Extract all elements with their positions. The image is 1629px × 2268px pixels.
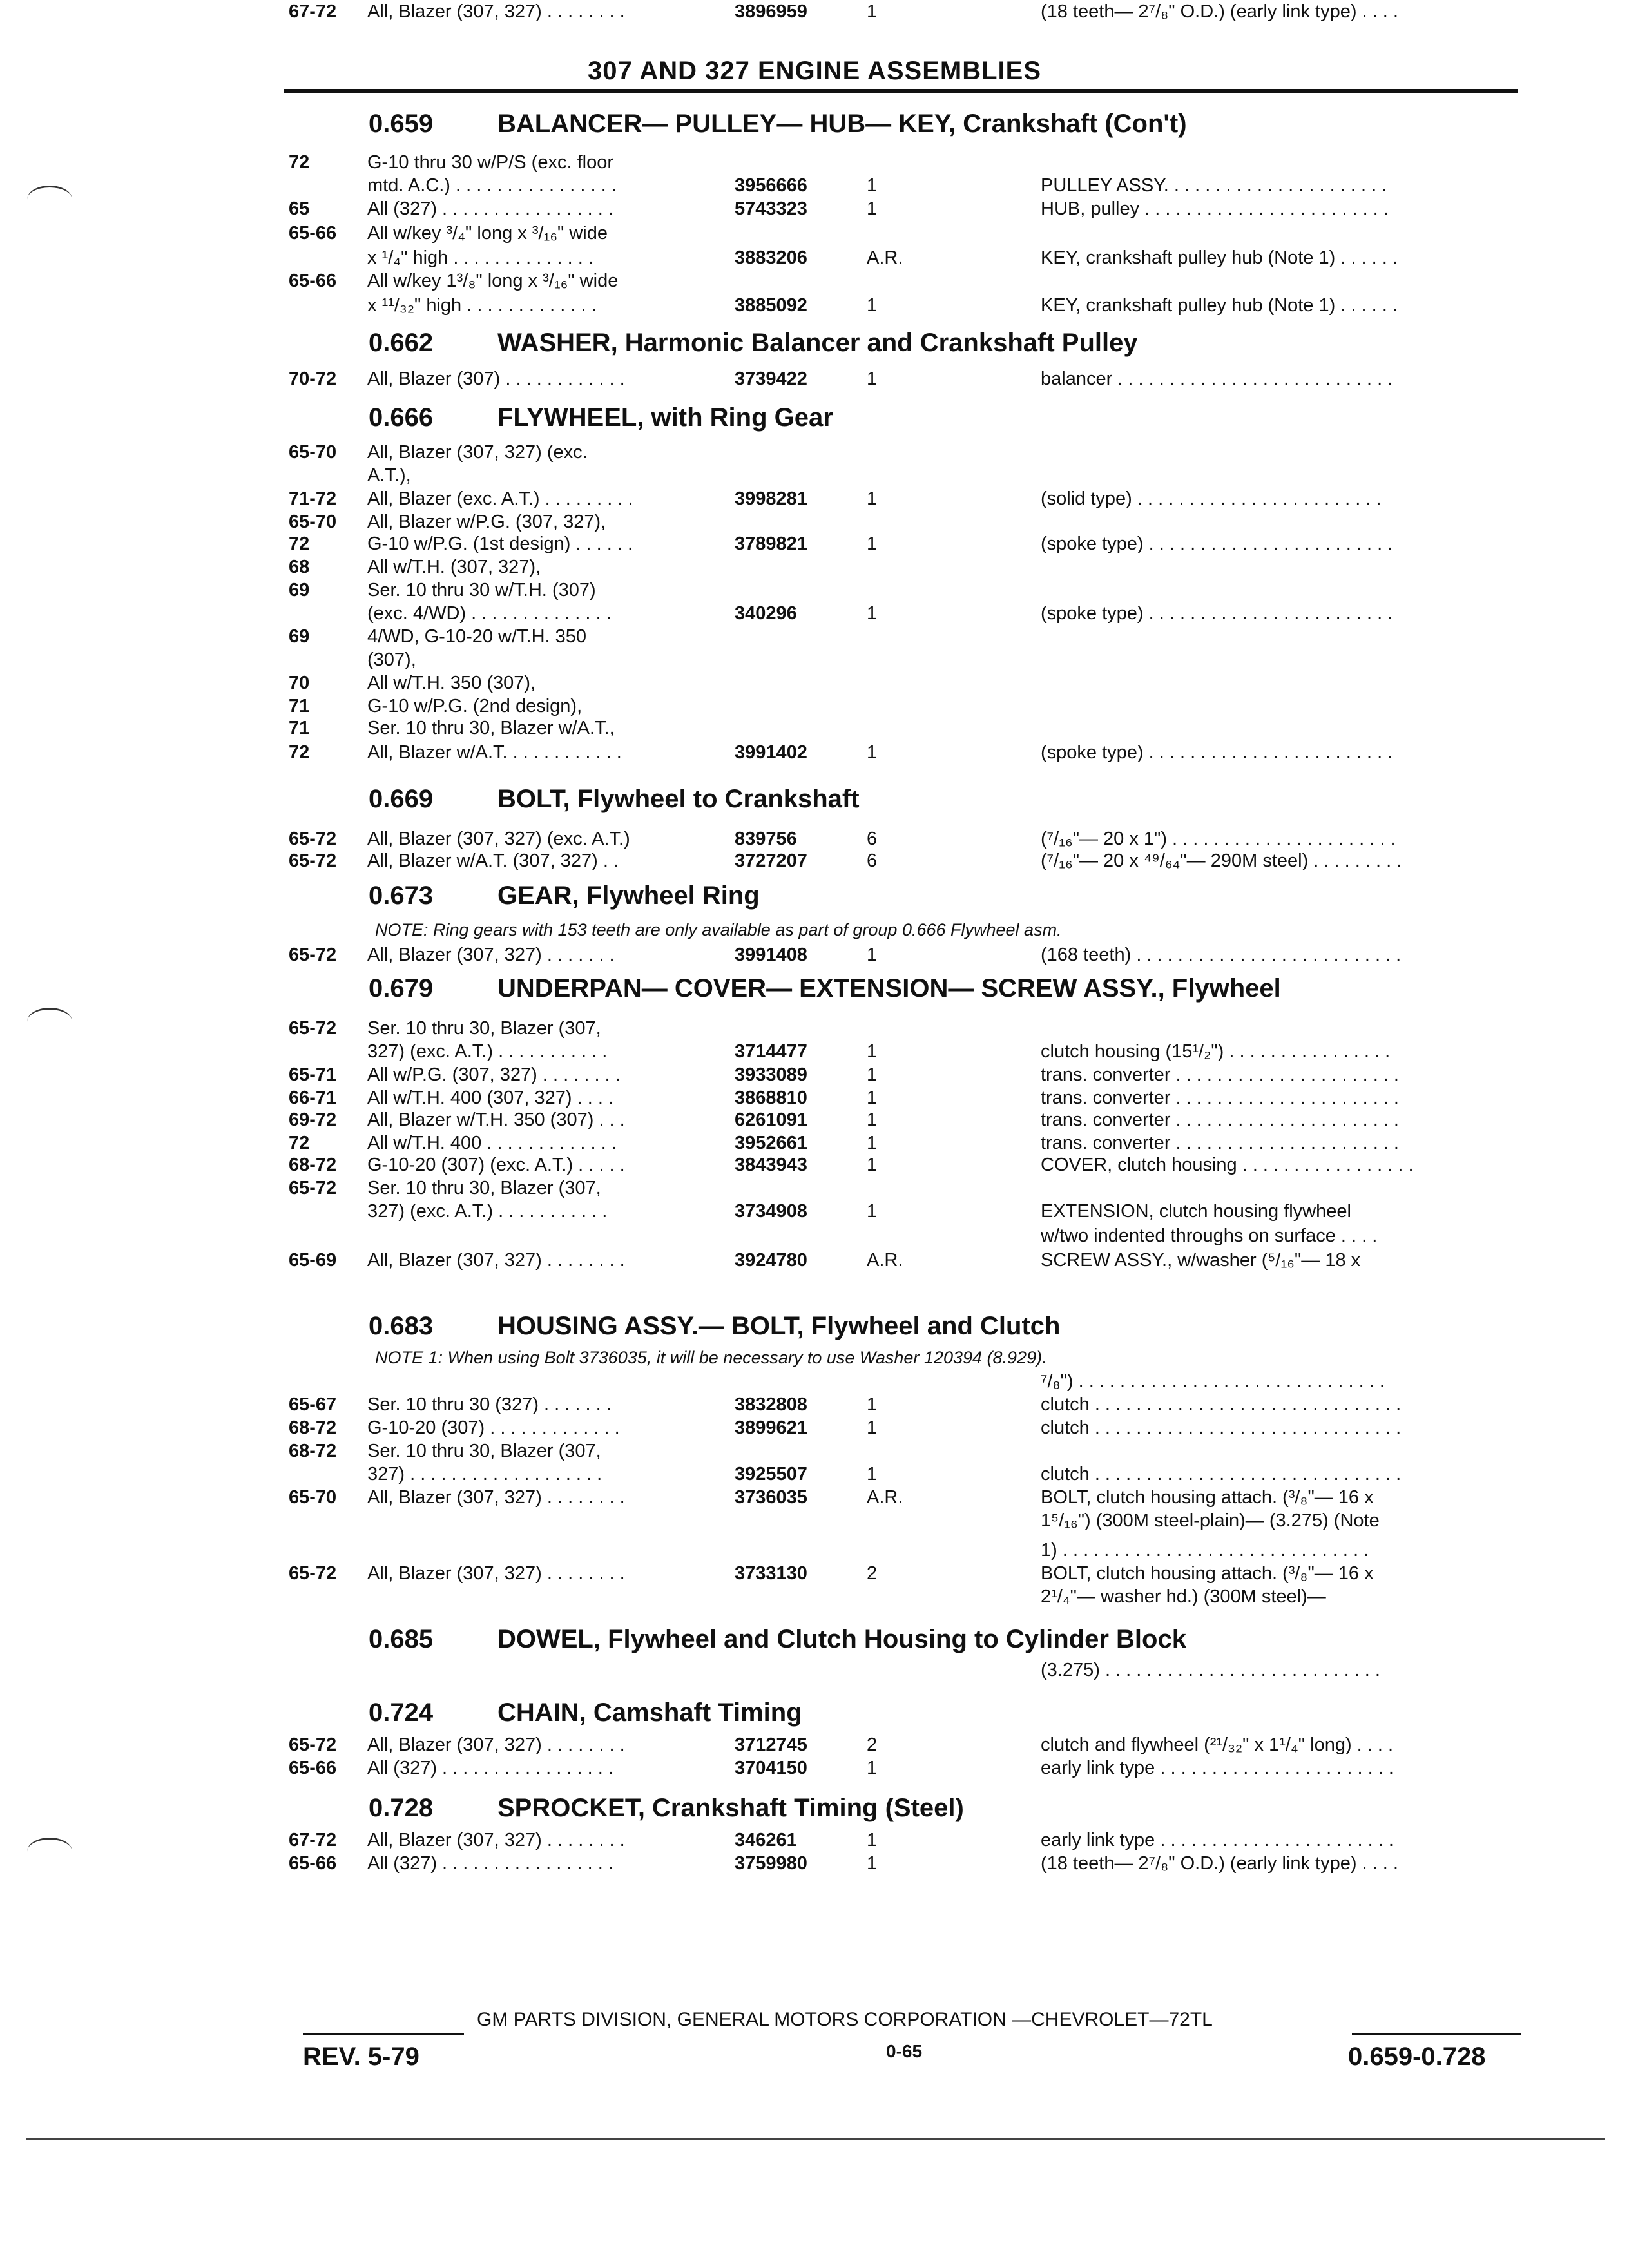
page-number: 0-65 xyxy=(886,2041,923,2061)
section-0666 xyxy=(369,403,833,432)
application: All, Blazer (307, 327) . . . . . . . . xyxy=(367,1563,625,1584)
application: 4/WD, G-10-20 w/T.H. 350 xyxy=(367,626,587,647)
part-number: 5743323 xyxy=(735,198,807,219)
year-range: 69-72 xyxy=(289,1110,337,1130)
description: early link type . . . . . . . . . . . . . . . . . . . . . . . xyxy=(1041,1758,1394,1778)
description: (solid type) . . . . . . . . . . . . . . . . . . . . . . . . xyxy=(1041,488,1382,509)
year-range: 65-70 xyxy=(289,1487,337,1508)
application: All (327) . . . . . . . . . . . . . . . . . xyxy=(367,198,613,219)
quantity: 1 xyxy=(867,369,878,389)
part-number: 3924780 xyxy=(735,1250,807,1271)
year-range: 68-72 xyxy=(289,1155,337,1175)
application: All (327) . . . . . . . . . . . . . . . . . xyxy=(367,1853,613,1874)
quantity: 1 xyxy=(867,603,878,624)
application: Ser. 10 thru 30, Blazer w/A.T., xyxy=(367,718,615,738)
part-number: 3998281 xyxy=(735,488,807,509)
year-range: 71 xyxy=(289,696,310,716)
application: A.T.), xyxy=(367,465,411,486)
year-range: 65-66 xyxy=(289,1853,337,1874)
part-number: 3885092 xyxy=(735,295,807,316)
quantity: 2 xyxy=(867,1563,878,1584)
description: trans. converter . . . . . . . . . . . . . . . . . . . . . . xyxy=(1041,1133,1399,1153)
description: trans. converter . . . . . . . . . . . . . . . . . . . . . . xyxy=(1041,1088,1399,1108)
section-name: UNDERPAN— COVER— EXTENSION— SCREW ASSY., Flywheel xyxy=(497,974,1281,1003)
description: ⁷/₈") . . . . . . . . . . . . . . . . . . . . . . . . . . . . . . xyxy=(1041,1371,1385,1392)
year-range: 65-72 xyxy=(289,945,337,965)
part-number: 3727207 xyxy=(735,850,807,871)
description: (⁷/₁₆"— 20 x ⁴⁹/₆₄"— 290M steel) . . . . . . . . . xyxy=(1041,850,1402,871)
quantity: 1 xyxy=(867,1133,878,1153)
description: (3.275) . . . . . . . . . . . . . . . . . . . . . . . . . . . xyxy=(1041,1660,1380,1680)
application: All w/T.H. 350 (307), xyxy=(367,673,536,693)
note-1: NOTE 1: When using Bolt 3736035, it will be necessary to use Washer 120394 (8.929). xyxy=(375,1348,1047,1367)
quantity: 1 xyxy=(867,1758,878,1778)
description: KEY, crankshaft pulley hub (Note 1) . . . . . . xyxy=(1041,247,1398,268)
description: 2¹/₄"— washer hd.) (300M steel)— xyxy=(1041,1586,1326,1607)
title-rule xyxy=(284,89,1518,93)
description: trans. converter . . . . . . . . . . . . . . . . . . . . . . xyxy=(1041,1064,1399,1085)
description: KEY, crankshaft pulley hub (Note 1) . . . . . . xyxy=(1041,295,1398,316)
quantity: A.R. xyxy=(867,1487,903,1508)
part-number: 3789821 xyxy=(735,533,807,554)
section-name: HOUSING ASSY.— BOLT, Flywheel and Clutch xyxy=(497,1312,1061,1340)
quantity: 1 xyxy=(867,742,878,763)
part-number: 3714477 xyxy=(735,1041,807,1062)
part-number: 3736035 xyxy=(735,1487,807,1508)
quantity: 6 xyxy=(867,850,878,871)
application: All, Blazer (307, 327) . . . . . . . xyxy=(367,945,615,965)
year-range: 70 xyxy=(289,673,310,693)
section-0685 xyxy=(369,1625,1186,1654)
year-range: 68-72 xyxy=(289,1418,337,1438)
description: (18 teeth— 2⁷/₈" O.D.) (early link type) . . . . xyxy=(1041,1853,1398,1874)
year-range: 71 xyxy=(289,718,310,738)
section-name: GEAR, Flywheel Ring xyxy=(497,881,760,910)
year-range: 72 xyxy=(289,742,310,763)
part-number: 3733130 xyxy=(735,1563,807,1584)
hole-punch-mark xyxy=(27,1008,72,1035)
section-number: 0.666 xyxy=(369,403,434,432)
quantity: 1 xyxy=(867,1041,878,1062)
application: All, Blazer w/A.T. . . . . . . . . . . . xyxy=(367,742,622,763)
section-number: 0.659 xyxy=(369,110,434,138)
application: All, Blazer (307, 327) (exc. xyxy=(367,442,588,463)
part-number: 3704150 xyxy=(735,1758,807,1778)
description: (⁷/₁₆"— 20 x 1") . . . . . . . . . . . . . . . . . . . . . . xyxy=(1041,829,1396,849)
application: All, Blazer (exc. A.T.) . . . . . . . . . xyxy=(367,488,633,509)
part-number: 3899621 xyxy=(735,1418,807,1438)
quantity: A.R. xyxy=(867,247,903,268)
quantity: 2 xyxy=(867,1735,878,1755)
description: clutch and flywheel (²¹/₃₂" x 1¹/₄" long) . . . . xyxy=(1041,1735,1394,1755)
application: G-10-20 (307) . . . . . . . . . . . . . xyxy=(367,1418,620,1438)
application: Ser. 10 thru 30 (327) . . . . . . . xyxy=(367,1394,612,1415)
application: Ser. 10 thru 30, Blazer (307, xyxy=(367,1178,601,1198)
part-number: 3991402 xyxy=(735,742,807,763)
application: All, Blazer (307, 327) . . . . . . . . xyxy=(367,1735,625,1755)
application: All w/T.H. (307, 327), xyxy=(367,557,541,577)
application: All, Blazer (307, 327) . . . . . . . . xyxy=(367,1487,625,1508)
description: trans. converter . . . . . . . . . . . . . . . . . . . . . . xyxy=(1041,1110,1399,1130)
quantity: 1 xyxy=(867,1394,878,1415)
year-range: 66-71 xyxy=(289,1088,337,1108)
part-number: 340296 xyxy=(735,603,797,624)
quantity: 1 xyxy=(867,1064,878,1085)
application: All, Blazer (307) . . . . . . . . . . . . xyxy=(367,369,625,389)
section-0673 xyxy=(369,881,760,910)
application: All w/P.G. (307, 327) . . . . . . . . xyxy=(367,1064,621,1085)
section-name: BALANCER— PULLEY— HUB— KEY, Crankshaft (Con't) xyxy=(497,110,1187,138)
quantity: 1 xyxy=(867,533,878,554)
description: BOLT, clutch housing attach. (³/₈"— 16 x xyxy=(1041,1563,1374,1584)
year-range: 69 xyxy=(289,580,310,601)
part-number: 3896959 xyxy=(735,1,807,22)
year-range: 65-72 xyxy=(289,1735,337,1755)
part-number: 3933089 xyxy=(735,1064,807,1085)
quantity: 1 xyxy=(867,1201,878,1222)
quantity: 1 xyxy=(867,1088,878,1108)
section-number: 0.679 xyxy=(369,974,434,1003)
application: 327) (exc. A.T.) . . . . . . . . . . . xyxy=(367,1201,608,1222)
footer-rule-right xyxy=(1352,2033,1521,2035)
quantity: 1 xyxy=(867,175,878,196)
year-range: 70-72 xyxy=(289,369,337,389)
year-range: 65-72 xyxy=(289,1018,337,1039)
quantity: 1 xyxy=(867,1853,878,1874)
application: G-10 w/P.G. (2nd design), xyxy=(367,696,583,716)
application: (307), xyxy=(367,649,416,670)
application: All (327) . . . . . . . . . . . . . . . . . xyxy=(367,1758,613,1778)
section-number: 0.728 xyxy=(369,1794,434,1822)
year-range: 65-72 xyxy=(289,829,337,849)
application: x ¹¹/₃₂" high . . . . . . . . . . . . . xyxy=(367,295,597,316)
revision-label: REV. 5-79 xyxy=(303,2042,419,2071)
application: G-10 thru 30 w/P/S (exc. floor xyxy=(367,152,613,173)
application: All, Blazer (307, 327) . . . . . . . . xyxy=(367,1250,625,1271)
section-number: 0.673 xyxy=(369,881,434,910)
bottom-rule xyxy=(26,2138,1605,2140)
description: 1⁵/₁₆") (300M steel-plain)— (3.275) (Note xyxy=(1041,1510,1380,1531)
description: HUB, pulley . . . . . . . . . . . . . . . . . . . . . . . . xyxy=(1041,198,1389,219)
application: All w/T.H. 400 (307, 327) . . . . xyxy=(367,1088,613,1108)
application: All, Blazer w/T.H. 350 (307) . . . xyxy=(367,1110,625,1130)
description: COVER, clutch housing . . . . . . . . . . . . . . . . . xyxy=(1041,1155,1414,1175)
note-ring-gear: NOTE: Ring gears with 153 teeth are only available as part of group 0.666 Flywheel asm. xyxy=(375,920,1062,939)
year-range: 65 xyxy=(289,198,310,219)
section-0662 xyxy=(369,329,1138,358)
quantity: 1 xyxy=(867,198,878,219)
section-number: 0.683 xyxy=(369,1312,434,1340)
application: All w/key 1³/₈" long x ³/₁₆" wide xyxy=(367,271,619,291)
quantity: A.R. xyxy=(867,1250,903,1271)
application: Ser. 10 thru 30, Blazer (307, xyxy=(367,1018,601,1039)
year-range: 71-72 xyxy=(289,488,337,509)
application: Ser. 10 thru 30, Blazer (307, xyxy=(367,1441,601,1461)
description: 1) . . . . . . . . . . . . . . . . . . . . . . . . . . . . . . xyxy=(1041,1540,1369,1561)
description: EXTENSION, clutch housing flywheel xyxy=(1041,1201,1351,1222)
section-0728 xyxy=(369,1794,964,1823)
part-number: 3883206 xyxy=(735,247,807,268)
application: All, Blazer (307, 327) (exc. A.T.) xyxy=(367,829,630,849)
quantity: 1 xyxy=(867,1464,878,1485)
year-range: 72 xyxy=(289,533,310,554)
part-number: 346261 xyxy=(735,1830,797,1850)
year-range: 65-72 xyxy=(289,850,337,871)
quantity: 1 xyxy=(867,488,878,509)
year-range: 69 xyxy=(289,626,310,647)
quantity: 6 xyxy=(867,829,878,849)
part-number: 3843943 xyxy=(735,1155,807,1175)
section-name: FLYWHEEL, with Ring Gear xyxy=(497,403,833,432)
year-range: 65-66 xyxy=(289,223,337,244)
description: w/two indented throughs on surface . . . . xyxy=(1041,1225,1378,1246)
year-range: 65-72 xyxy=(289,1563,337,1584)
quantity: 1 xyxy=(867,945,878,965)
quantity: 1 xyxy=(867,1110,878,1130)
part-number: 3925507 xyxy=(735,1464,807,1485)
description: (spoke type) . . . . . . . . . . . . . . . . . . . . . . . . xyxy=(1041,603,1393,624)
description: (18 teeth— 2⁷/₈" O.D.) (early link type) . . . . xyxy=(1041,1,1398,22)
application: All, Blazer w/A.T. (307, 327) . . xyxy=(367,850,619,871)
year-range: 67-72 xyxy=(289,1,337,22)
application: All, Blazer (307, 327) . . . . . . . . xyxy=(367,1830,625,1850)
part-number: 3734908 xyxy=(735,1201,807,1222)
group-range: 0.659-0.728 xyxy=(1348,2042,1486,2071)
part-number: 3991408 xyxy=(735,945,807,965)
section-number: 0.669 xyxy=(369,785,434,813)
quantity: 1 xyxy=(867,1418,878,1438)
description: PULLEY ASSY. . . . . . . . . . . . . . . . . . . . . . xyxy=(1041,175,1387,196)
section-0683 xyxy=(369,1312,1060,1341)
year-range: 65-70 xyxy=(289,442,337,463)
application: All, Blazer (307, 327) . . . . . . . . xyxy=(367,1,625,22)
description: BOLT, clutch housing attach. (³/₈"— 16 x xyxy=(1041,1487,1374,1508)
section-0669 xyxy=(369,785,860,814)
description: SCREW ASSY., w/washer (⁵/₁₆"— 18 x xyxy=(1041,1250,1361,1271)
description: (spoke type) . . . . . . . . . . . . . . . . . . . . . . . . xyxy=(1041,533,1393,554)
description: clutch . . . . . . . . . . . . . . . . . . . . . . . . . . . . . . xyxy=(1041,1394,1402,1415)
application: G-10 w/P.G. (1st design) . . . . . . xyxy=(367,533,633,554)
footer-rule-left xyxy=(303,2033,464,2035)
section-number: 0.662 xyxy=(369,329,434,357)
year-range: 68 xyxy=(289,557,310,577)
year-range: 65-67 xyxy=(289,1394,337,1415)
application: All w/key ³/₄" long x ³/₁₆" wide xyxy=(367,223,608,244)
description: (168 teeth) . . . . . . . . . . . . . . . . . . . . . . . . . . xyxy=(1041,945,1402,965)
part-number: 3868810 xyxy=(735,1088,807,1108)
section-number: 0.724 xyxy=(369,1698,434,1727)
section-name: BOLT, Flywheel to Crankshaft xyxy=(497,785,860,813)
section-0659 xyxy=(369,110,1187,139)
year-range: 65-69 xyxy=(289,1250,337,1271)
application: Ser. 10 thru 30 w/T.H. (307) xyxy=(367,580,596,601)
description: clutch . . . . . . . . . . . . . . . . . . . . . . . . . . . . . . xyxy=(1041,1464,1402,1485)
part-number: 839756 xyxy=(735,829,797,849)
part-number: 3739422 xyxy=(735,369,807,389)
year-range: 65-71 xyxy=(289,1064,337,1085)
year-range: 65-72 xyxy=(289,1178,337,1198)
year-range: 67-72 xyxy=(289,1830,337,1850)
application: 327) . . . . . . . . . . . . . . . . . . . xyxy=(367,1464,602,1485)
description: balancer . . . . . . . . . . . . . . . . . . . . . . . . . . . xyxy=(1041,369,1393,389)
application: 327) (exc. A.T.) . . . . . . . . . . . xyxy=(367,1041,608,1062)
part-number: 3956666 xyxy=(735,175,807,196)
footer-publisher: GM PARTS DIVISION, GENERAL MOTORS CORPORATION —CHEVROLET—72TL xyxy=(477,2009,1213,2030)
hole-punch-mark xyxy=(27,1838,72,1865)
description: clutch . . . . . . . . . . . . . . . . . . . . . . . . . . . . . . xyxy=(1041,1418,1402,1438)
application: (exc. 4/WD) . . . . . . . . . . . . . . xyxy=(367,603,612,624)
hole-punch-mark xyxy=(27,186,72,213)
description: early link type . . . . . . . . . . . . . . . . . . . . . . . xyxy=(1041,1830,1394,1850)
quantity: 1 xyxy=(867,1830,878,1850)
section-0679 xyxy=(369,974,1281,1003)
year-range: 65-70 xyxy=(289,512,337,532)
application: All w/T.H. 400 . . . . . . . . . . . . . xyxy=(367,1133,617,1153)
part-number: 3832808 xyxy=(735,1394,807,1415)
section-number: 0.685 xyxy=(369,1625,434,1653)
year-range: 72 xyxy=(289,1133,310,1153)
quantity: 1 xyxy=(867,1,878,22)
year-range: 68-72 xyxy=(289,1441,337,1461)
application: x ¹/₄" high . . . . . . . . . . . . . . xyxy=(367,247,593,268)
description: clutch housing (15¹/₂") . . . . . . . . . . . . . . . . xyxy=(1041,1041,1391,1062)
part-number: 3759980 xyxy=(735,1853,807,1874)
quantity: 1 xyxy=(867,295,878,316)
application: mtd. A.C.) . . . . . . . . . . . . . . . . xyxy=(367,175,617,196)
part-number: 6261091 xyxy=(735,1110,807,1130)
application: G-10-20 (307) (exc. A.T.) . . . . . xyxy=(367,1155,625,1175)
section-name: SPROCKET, Crankshaft Timing (Steel) xyxy=(497,1794,964,1822)
section-name: CHAIN, Camshaft Timing xyxy=(497,1698,802,1727)
section-name: DOWEL, Flywheel and Clutch Housing to Cylinder Block xyxy=(497,1625,1186,1653)
section-name: WASHER, Harmonic Balancer and Crankshaft Pulley xyxy=(497,329,1138,357)
part-number: 3712745 xyxy=(735,1735,807,1755)
year-range: 65-66 xyxy=(289,1758,337,1778)
section-0724 xyxy=(369,1698,802,1727)
part-number: 3952661 xyxy=(735,1133,807,1153)
year-range: 72 xyxy=(289,152,310,173)
quantity: 1 xyxy=(867,1155,878,1175)
description: (spoke type) . . . . . . . . . . . . . . . . . . . . . . . . xyxy=(1041,742,1393,763)
application: All, Blazer w/P.G. (307, 327), xyxy=(367,512,606,532)
page-title: 307 AND 327 ENGINE ASSEMBLIES xyxy=(587,57,1042,85)
year-range: 65-66 xyxy=(289,271,337,291)
